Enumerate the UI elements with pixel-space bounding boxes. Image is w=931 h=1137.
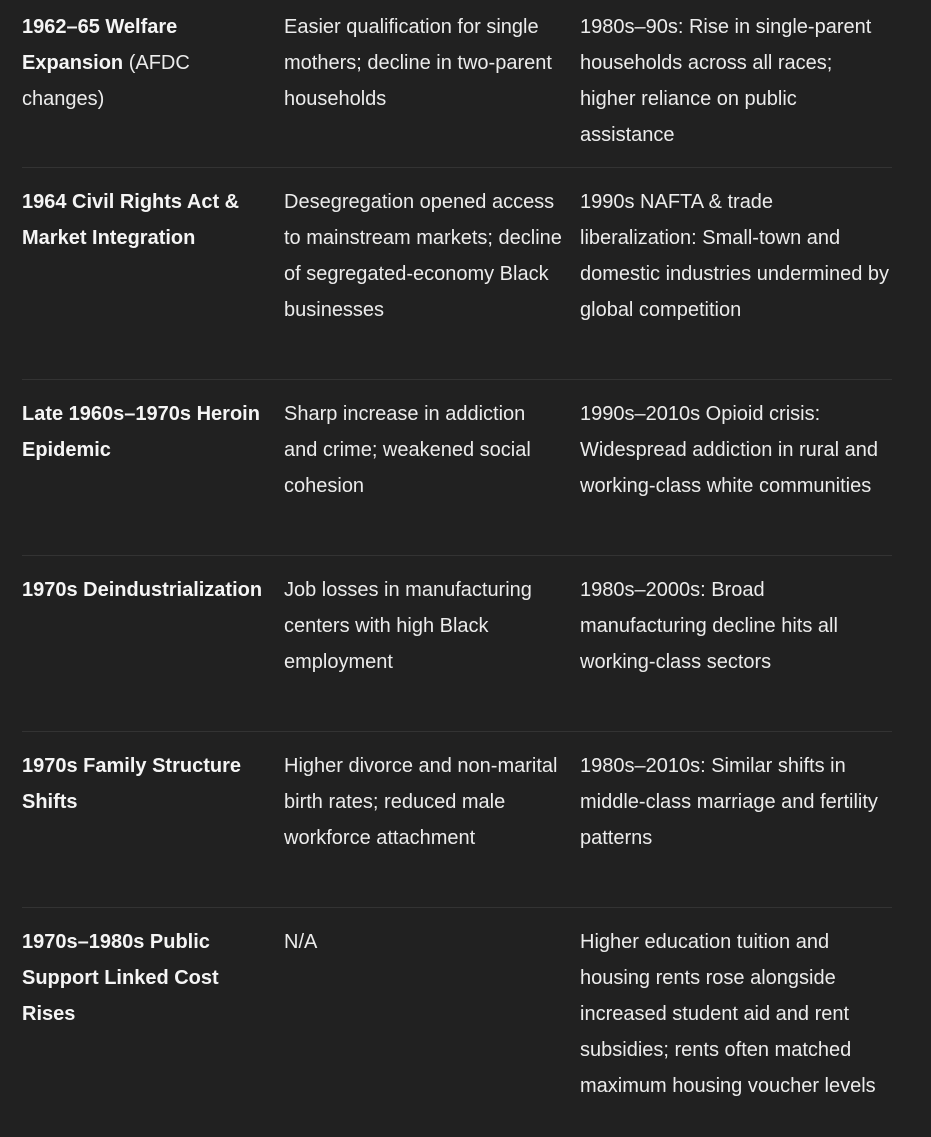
table-row [22, 168, 892, 380]
table-row [22, 556, 892, 732]
black-impact-cell: Desegregation opened access to mainstream markets; decline of segregated-economy Black businesses [284, 191, 562, 321]
event-cell [22, 380, 284, 555]
event-title: 1964 Civil Rights Act & Market Integration [22, 191, 240, 249]
broader-parallel-cell: 1990s NAFTA & trade liberalization: Small-town and domestic industries undermined by global competition [580, 191, 890, 321]
broader-parallel-cell: 1990s–2010s Opioid crisis: Widespread addiction in rural and working-class white communities [580, 403, 878, 497]
black-impact-cell: N/A [284, 931, 318, 953]
table-row [22, 380, 892, 556]
event-note: (AFDC changes) [22, 52, 190, 110]
event-title: 1970s Family Structure Shifts [22, 755, 241, 813]
table-row [22, 908, 892, 1128]
broader-parallel-cell: 1980s–90s: Rise in single-parent households across all races; higher reliance on public assistance [580, 16, 872, 146]
black-impact-cell: Easier qualification for single mothers; decline in two-parent households [284, 16, 552, 110]
event-cell [22, 732, 284, 907]
event-cell [22, 908, 284, 1128]
event-cell [22, 168, 284, 379]
event-title: 1970s–1980s Public Support Linked Cost Rises [22, 931, 219, 1025]
black-impact-cell: Job losses in manufacturing centers with high Black employment [284, 579, 532, 673]
event-cell [22, 556, 284, 731]
event-title: 1962–65 Welfare Expansion [22, 16, 178, 74]
table-row [22, 9, 892, 168]
event-title: 1970s Deindustrialization [22, 579, 263, 601]
broader-parallel-cell: 1980s–2000s: Broad manufacturing decline hits all working-class sectors [580, 579, 838, 673]
broader-parallel-cell: 1980s–2010s: Similar shifts in middle-class marriage and fertility patterns [580, 755, 878, 849]
black-impact-cell: Higher divorce and non-marital birth rates; reduced male workforce attachment [284, 755, 558, 849]
event-cell [22, 9, 284, 167]
black-impact-cell: Sharp increase in addiction and crime; weakened social cohesion [284, 403, 531, 497]
event-title: Late 1960s–1970s Heroin Epidemic [22, 403, 260, 461]
broader-parallel-cell: Higher education tuition and housing rents rose alongside increased student aid and rent subsidies; rents often matched maximum housing voucher levels [580, 931, 876, 1097]
comparison-table [22, 9, 892, 1128]
table-row [22, 732, 892, 908]
